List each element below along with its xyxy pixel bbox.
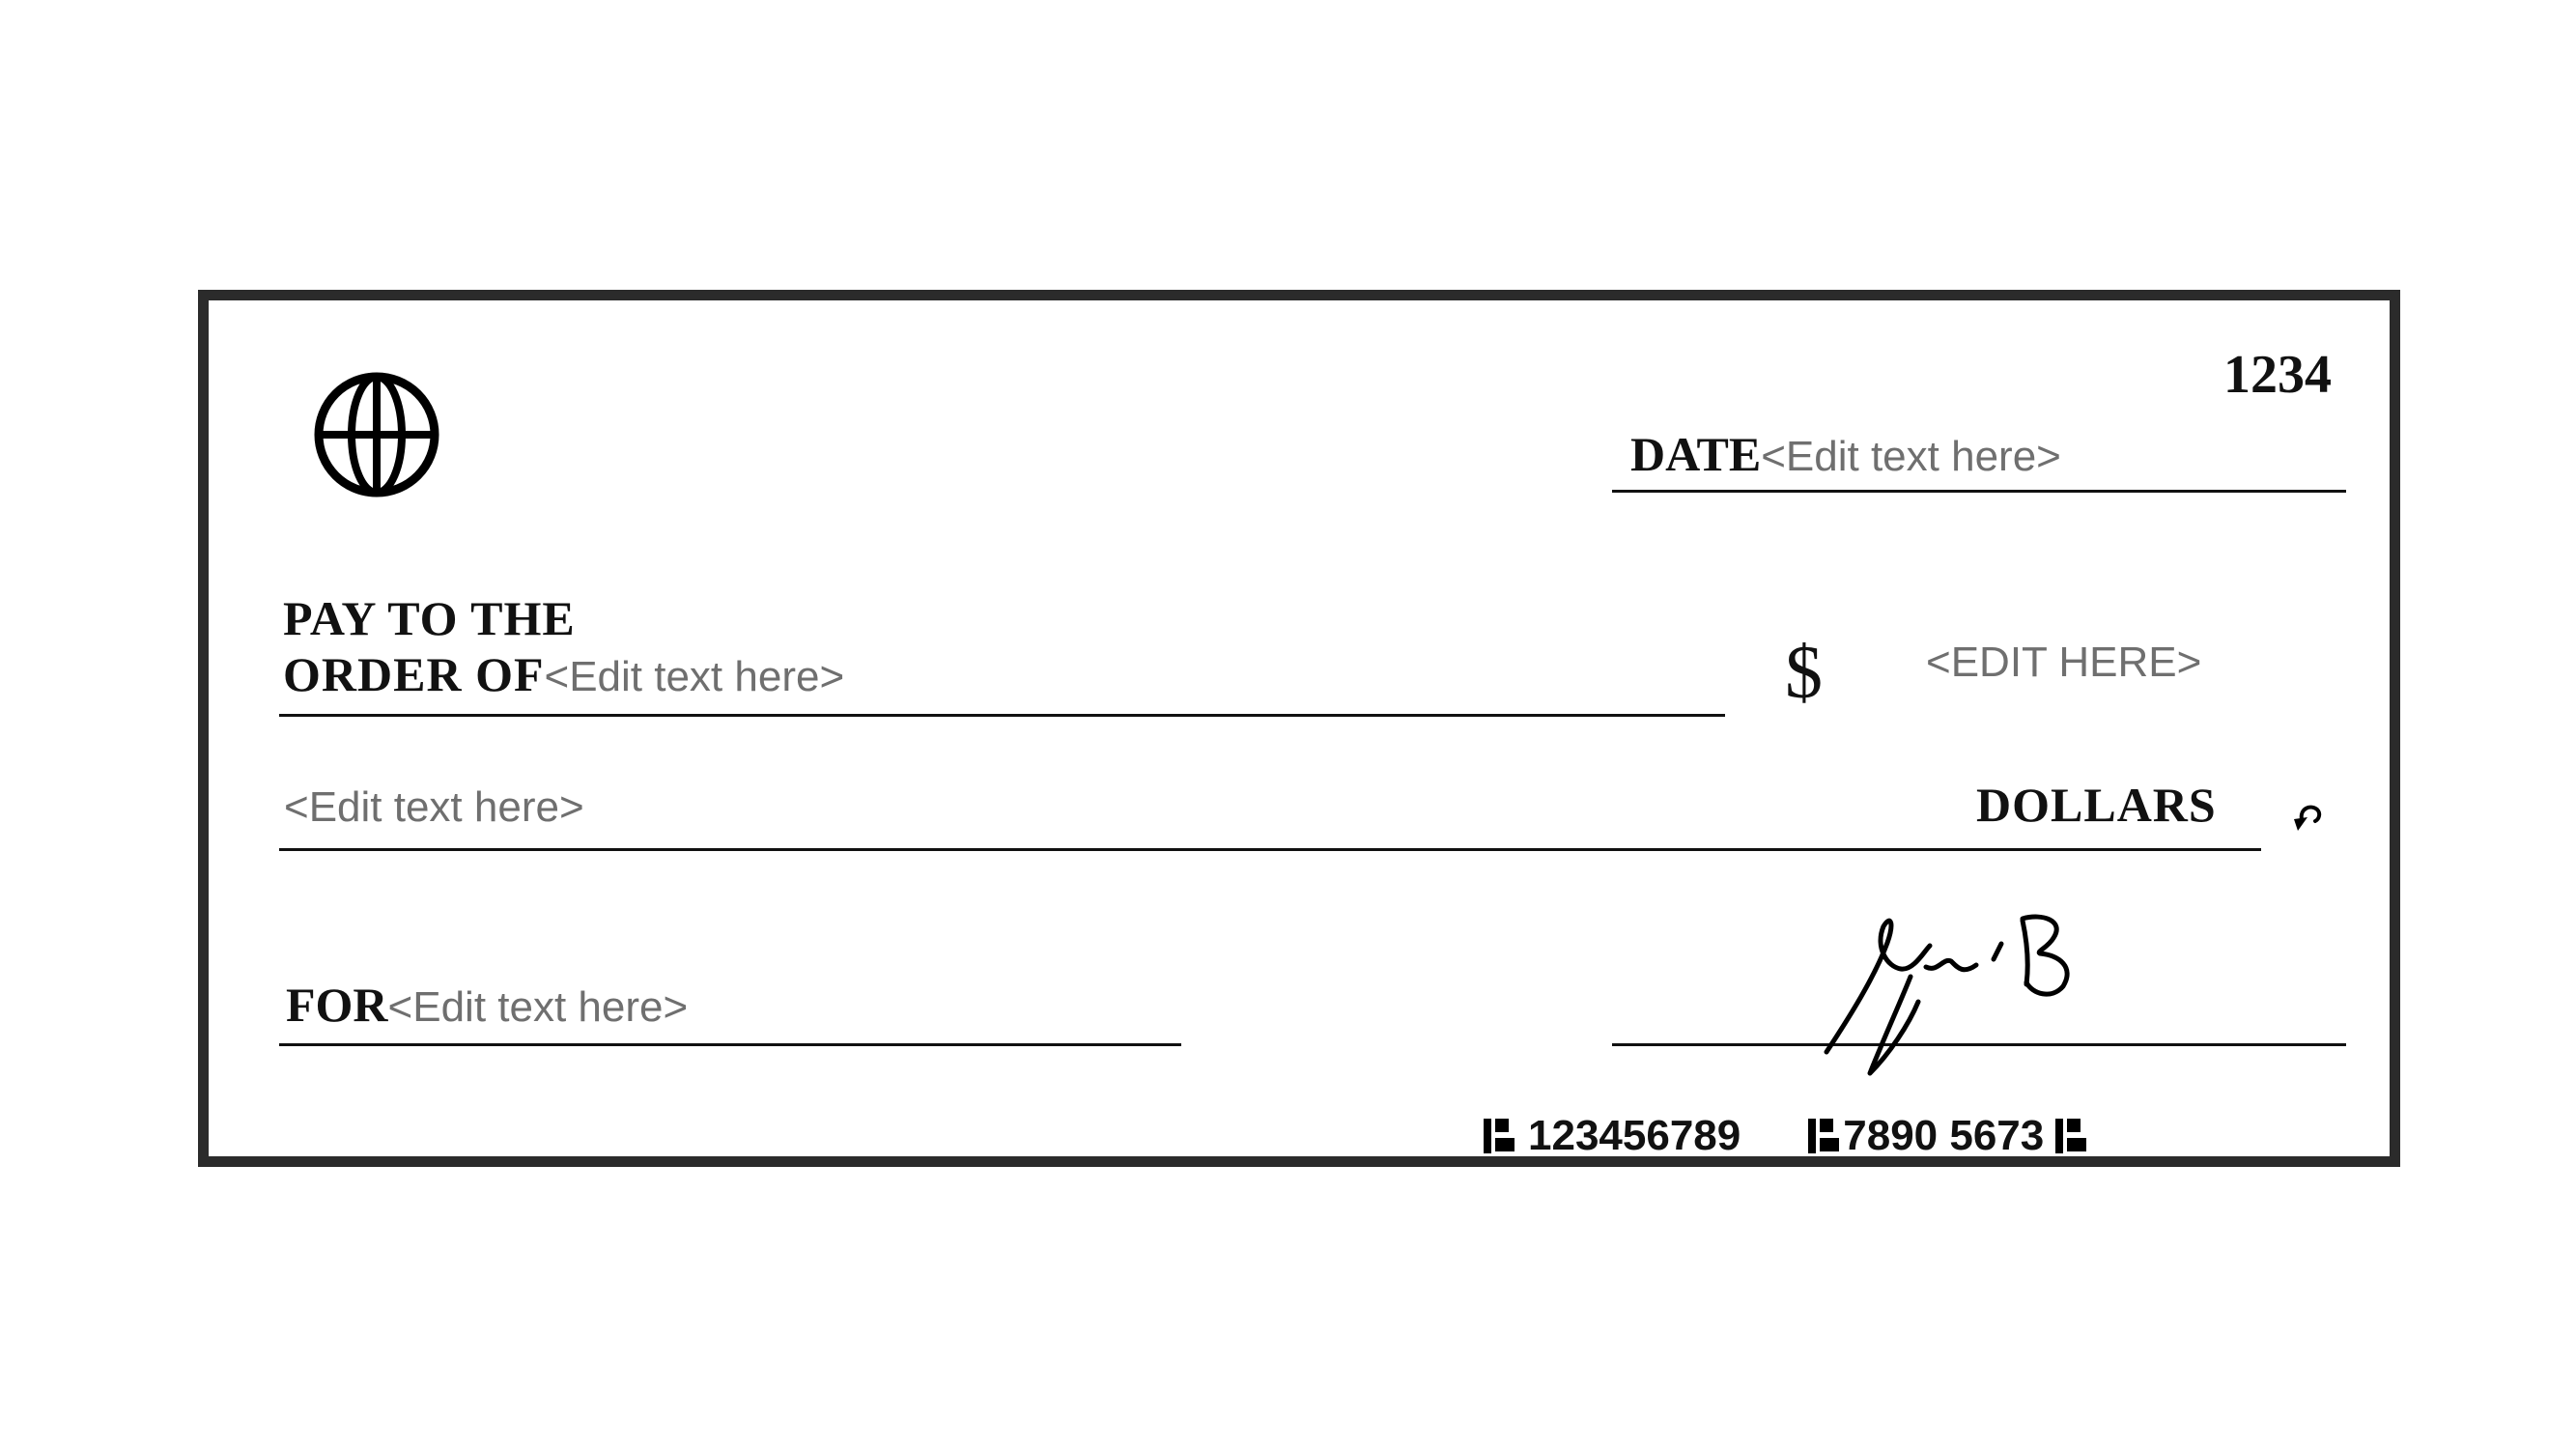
signature [1822, 909, 2082, 1088]
micr-transit-symbol-icon [1806, 1117, 1843, 1155]
date-label: DATE [1630, 427, 1762, 481]
memo-field[interactable]: <Edit text here> [387, 983, 689, 1031]
payee-label-line2: ORDER OF [283, 647, 545, 701]
memo-row [286, 977, 688, 1033]
amount-words-field[interactable]: <Edit text here> [284, 783, 584, 831]
amount-words-underline [279, 848, 2261, 851]
payee-field[interactable]: <Edit text here> [544, 653, 845, 700]
date-row [1630, 426, 2061, 482]
rotate-handle-icon[interactable] [2292, 798, 2327, 838]
currency-symbol: $ [1785, 630, 1823, 714]
date-field[interactable]: <Edit text here> [1761, 433, 2061, 480]
memo-label: FOR [286, 978, 388, 1032]
account-number: 7890 5673 [1843, 1112, 2045, 1159]
micr-line [1482, 1112, 2090, 1160]
micr-on-us-symbol-icon [2053, 1117, 2090, 1155]
memo-underline [279, 1043, 1181, 1046]
amount-field[interactable]: <EDIT HERE> [1926, 639, 2202, 686]
routing-number: 123456789 [1528, 1112, 1741, 1159]
payee-row [283, 590, 844, 705]
payee-underline [279, 714, 1725, 717]
dollars-label: DOLLARS [1976, 778, 2217, 832]
check-number: 1234 [2223, 345, 2332, 405]
globe-icon [312, 370, 441, 499]
micr-transit-symbol-icon [1482, 1117, 1518, 1155]
bank-check [198, 290, 2400, 1167]
date-underline [1612, 490, 2346, 493]
payee-label-line1: PAY TO THE [283, 591, 576, 645]
